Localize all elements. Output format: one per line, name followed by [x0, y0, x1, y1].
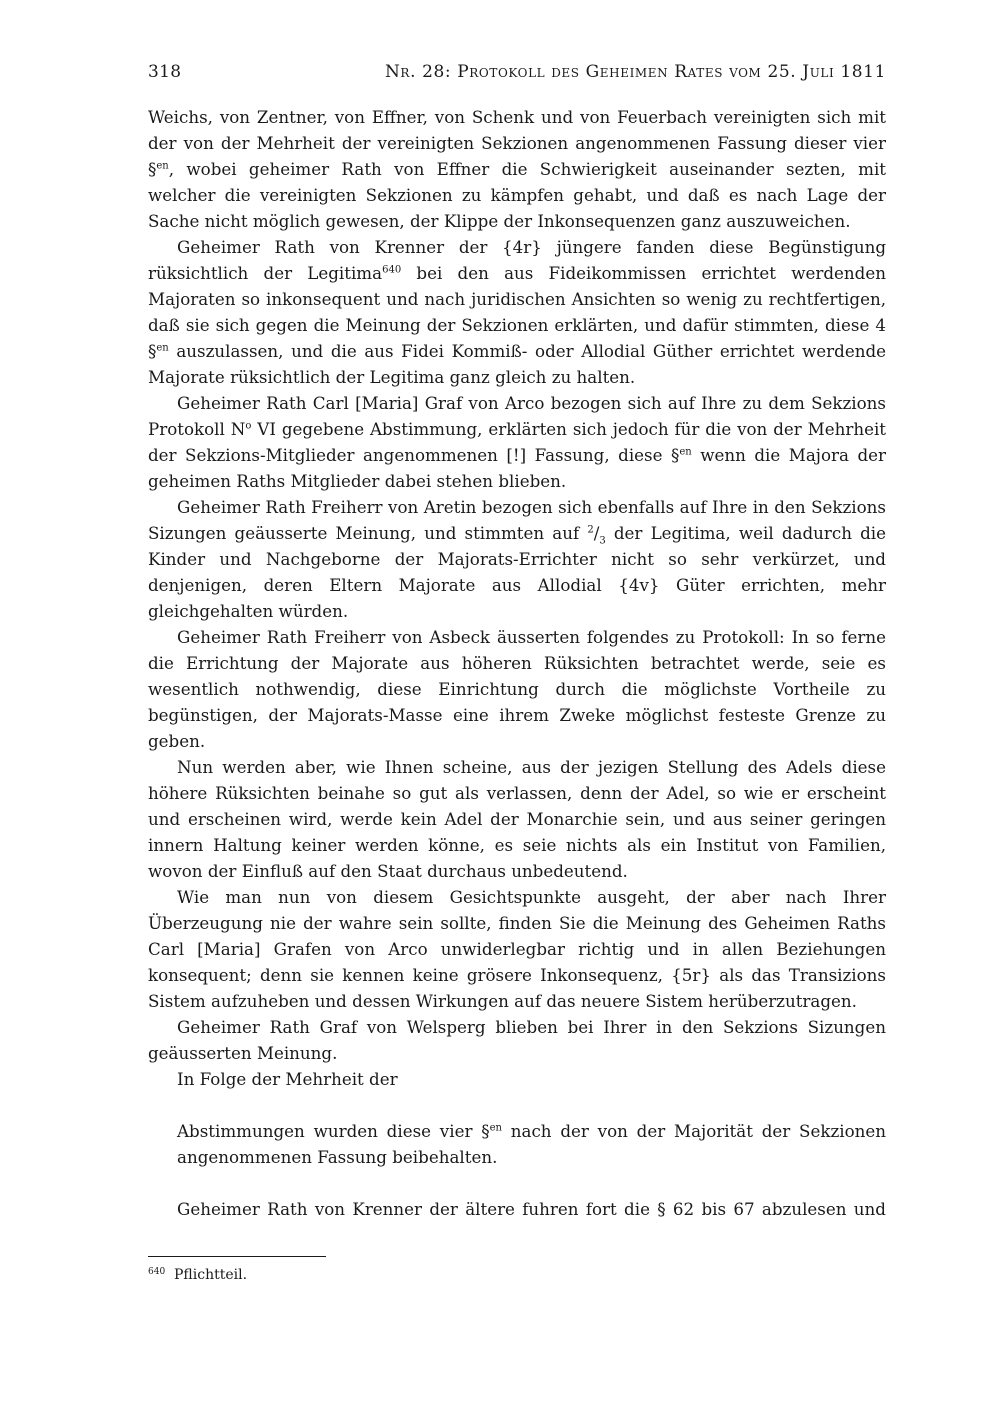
paragraph-7 [148, 884, 886, 1014]
text-run: nach der von der Majorität der Sekzionen angenommenen Fassung beibehalten. [177, 1121, 886, 1167]
paragraph-2 [148, 234, 886, 390]
text-run: Abstimmungen wurden diese vier § [177, 1121, 490, 1141]
text-run: Nun werden aber, wie Ihnen scheine, aus der jezigen Stellung des Adels diese höhere Rüksichten beinahe so gut als verlassen, denn der Adel, so wie er erscheint und erscheinen wird, werde kein Adel der Monarchie sein, und aus seiner geringen innern Haltung keiner werden könne, es seie nichts als ein Institut von Familien, wovon der Einfluß auf den Staat durchaus unbedeutend. [148, 757, 886, 881]
fraction-slash: / [593, 523, 600, 543]
text-run: VI gegebene Abstimmung, erklärten sich jedoch für die von der Mehrheit der Sekzions-Mitglieder angenommenen [!] Fassung, diese § [148, 419, 886, 465]
paragraph-4 [148, 494, 886, 624]
footnote-number: 640 [148, 1267, 166, 1277]
vertical-space [148, 1092, 886, 1118]
superscript: en [156, 342, 169, 354]
fraction-numerator: 2 [587, 524, 594, 536]
vertical-space [148, 1170, 886, 1196]
text-run: Geheimer Rath Graf von Welsperg blieben bei Ihrer in den Sekzions Sizungen geäusserten Meinung. [148, 1017, 886, 1063]
paragraph-6 [148, 754, 886, 884]
body-text [148, 104, 886, 1222]
footnote-640 [148, 1265, 886, 1285]
superscript: en [489, 1122, 502, 1134]
paragraph-1 [148, 104, 886, 234]
running-title: Nr. 28: Protokoll des Geheimen Rates vom 25. Juli 1811 [384, 62, 886, 82]
text-run: Wie man nun von diesem Gesichtspunkte ausgeht, der aber nach Ihrer Überzeugung nie der wahre sein sollte, finden Sie die Meinung des Geheimen Raths Carl [Maria] Grafen von Arco unwiderlegbar richtig und in allen Beziehungen konsequent; denn sie kennen keine grösere Inkonsequenz, {5r} als das Transizions Sistem aufzuheben und dessen Wirkungen auf das neuere Sistem herüberzutragen. [148, 887, 886, 1011]
text-run: Weichs, von Zentner, von Effner, von Schenk und von Feuerbach vereinigten sich mit der von der Mehrheit der vereinigten Sekzionen angenommenen Fassung dieser vier § [148, 107, 886, 179]
closing-paragraph: Geheimer Rath von Krenner der ältere fuhren fort die § 62 bis 67 abzulesen und [177, 1199, 886, 1219]
paragraph-5 [148, 624, 886, 754]
text-run: Geheimer Rath Carl [Maria] Graf von Arco bezogen sich auf Ihre zu dem Sekzions Protokoll N [148, 393, 886, 439]
document-page [148, 62, 886, 1285]
paragraph-8 [148, 1014, 886, 1066]
superscript: o [245, 420, 252, 432]
text-run: der Legitima, weil dadurch die Kinder und Nachgeborne der Majorats-Errichter nicht so sehr verkürzet, und denjenigen, deren Eltern Majorate aus Allodial {4v} Güter errichten, mehr gleichgehalten würden. [148, 523, 887, 621]
footnote-reference[interactable]: 640 [382, 264, 402, 276]
text-run: Geheimer Rath Freiherr von Asbeck äusserten folgendes zu Protokoll: In so ferne die Errichtung der Majorate aus höheren Rüksichten betrachtet werde, seie es wesentlich nothwendig, diese Einrichtung durch die möglichste Vortheile zu begünstigen, der Majorats-Masse eine ihrem Zweke möglichst festeste Grenze zu geben. [148, 627, 886, 751]
superscript: en [156, 160, 169, 172]
text-run: In Folge der Mehrheit der [177, 1069, 398, 1089]
fraction-denominator: 3 [599, 535, 606, 547]
page-number: 318 [148, 62, 182, 82]
resolution-paragraph [177, 1118, 886, 1170]
text-run: , wobei geheimer Rath von Effner die Schwierigkeit auseinander sezten, mit welcher die vereinigten Sekzionen zu kämpfen gehabt, und daß es nach Lage der Sache nicht möglich gewesen, der Klippe der Inkonsequenzen ganz auszuweichen. [148, 159, 886, 231]
text-run: wenn die Majora der geheimen Raths Mitglieder dabei stehen blieben. [148, 445, 886, 491]
text-run: bei den aus Fideikommissen errichtet werdenden Majoraten so inkonsequent und nach juridischen Ansichten so wenig zu rechtfertigen, daß sie sich gegen die Meinung der Sekzionen erklärten, und dafür stimmten, diese 4 § [148, 263, 886, 361]
footnote-text: Pflichtteil. [174, 1267, 248, 1283]
text-run: Geheimer Rath Freiherr von Aretin bezogen sich ebenfalls auf Ihre in den Sekzions Sizungen geäusserte Meinung, und stimmten auf [148, 497, 886, 543]
text-run: auszulassen, und die aus Fidei Kommiß- oder Allodial Güther errichtet werdende Majorate rüksichtlich der Legitima ganz gleich zu halten. [148, 341, 886, 387]
paragraph-9 [148, 1066, 886, 1092]
page-header [148, 62, 886, 82]
paragraph-3 [148, 390, 886, 494]
superscript: en [679, 446, 692, 458]
resolution-block [177, 1118, 886, 1170]
text-run: Geheimer Rath von Krenner der {4r} jüngere fanden diese Begünstigung rüksichtlich der Legitima [148, 237, 886, 283]
footnote-divider [148, 1256, 326, 1257]
